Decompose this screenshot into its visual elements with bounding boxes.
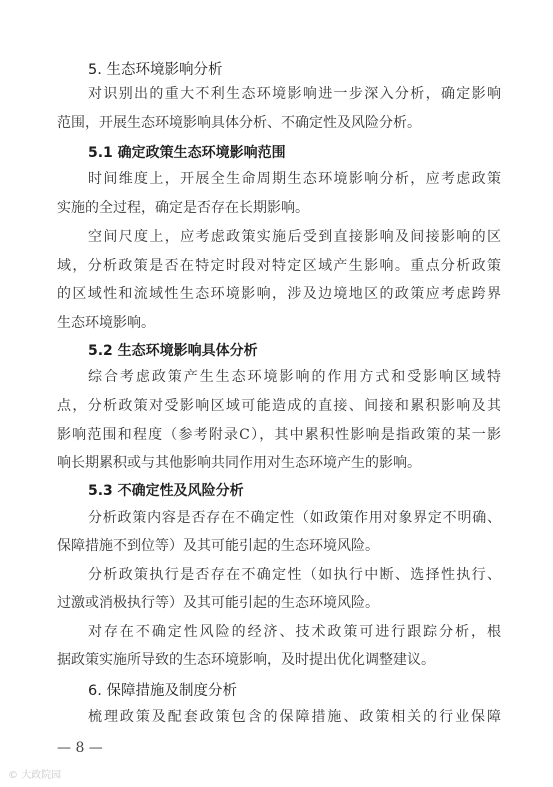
watermark-text: 大政院园	[21, 770, 62, 781]
section-6-heading: 6. 保障措施及制度分析	[88, 683, 237, 699]
section-5-3-p2-line-2: 过激或消极执行等）及其可能引起的生态环境风险。	[57, 595, 379, 611]
section-5-3-p1-line-2: 保障措施不到位等）及其可能引起的生态环境风险。	[57, 538, 379, 554]
section-5-1-p2-line-2: 域，分析政策是否在特定时段对特定区域产生影响。重点分析政策	[57, 258, 501, 274]
section-5-3-p3-line-1: 对存在不确定性风险的经济、技术政策可进行跟踪分析，根	[88, 624, 501, 640]
section-5-2-heading: 5.2 生态环境影响具体分析	[88, 343, 258, 359]
section-5-1-p2-line-4: 生态环境影响。	[57, 315, 155, 331]
section-6-p1-line-1: 梳理政策及配套政策包含的保障措施、政策相关的行业保障	[88, 709, 501, 725]
watermark	[8, 766, 61, 781]
section-5-3-p3-line-2: 据政策实施所导致的生态环境影响，及时提出优化调整建议。	[57, 652, 435, 668]
watermark-logo-icon: ©	[8, 770, 18, 781]
section-5-2-p1-line-3: 影响范围和程度（参考附录C），其中累积性影响是指政策的某一影	[57, 427, 501, 443]
section-5-2-p1-line-1: 综合考虑政策产生生态环境影响的作用方式和受影响区域特	[88, 369, 501, 385]
section-5-1-p1-line-1: 时间维度上，开展全生命周期生态环境影响分析，应考虑政策	[88, 171, 501, 187]
section-5-3-p1-line-1: 分析政策内容是否存在不确定性（如政策作用对象界定不明确、	[88, 510, 501, 526]
section-5-3-p2-line-1: 分析政策执行是否存在不确定性（如执行中断、选择性执行、	[88, 567, 501, 583]
section-5-3-heading: 5.3 不确定性及风险分析	[88, 483, 244, 499]
section-5-1-p1-line-2: 实施的全过程，确定是否存在长期影响。	[57, 200, 309, 216]
section-5-2-p1-line-4: 响长期累积或与其他影响共同作用对生态环境产生的影响。	[57, 455, 421, 471]
section-5-intro-line-1: 对识别出的重大不利生态环境影响进一步深入分析，确定影响	[88, 86, 501, 102]
section-5-1-p2-line-3: 的区域性和流域性生态环境影响，涉及边境地区的政策应考虑跨界	[57, 286, 501, 302]
section-5-2-p1-line-2: 点，分析政策对受影响区域可能造成的直接、间接和累积影响及其	[57, 398, 501, 414]
section-5-intro-line-2: 范围，开展生态环境影响具体分析、不确定性及风险分析。	[57, 115, 421, 131]
section-5-1-heading: 5.1 确定政策生态环境影响范围	[88, 145, 286, 161]
section-5-heading: 5. 生态环境影响分析	[88, 62, 223, 78]
section-5-1-p2-line-1: 空间尺度上，应考虑政策实施后受到直接影响及间接影响的区	[88, 229, 501, 245]
page-number: — 8 —	[57, 740, 103, 756]
